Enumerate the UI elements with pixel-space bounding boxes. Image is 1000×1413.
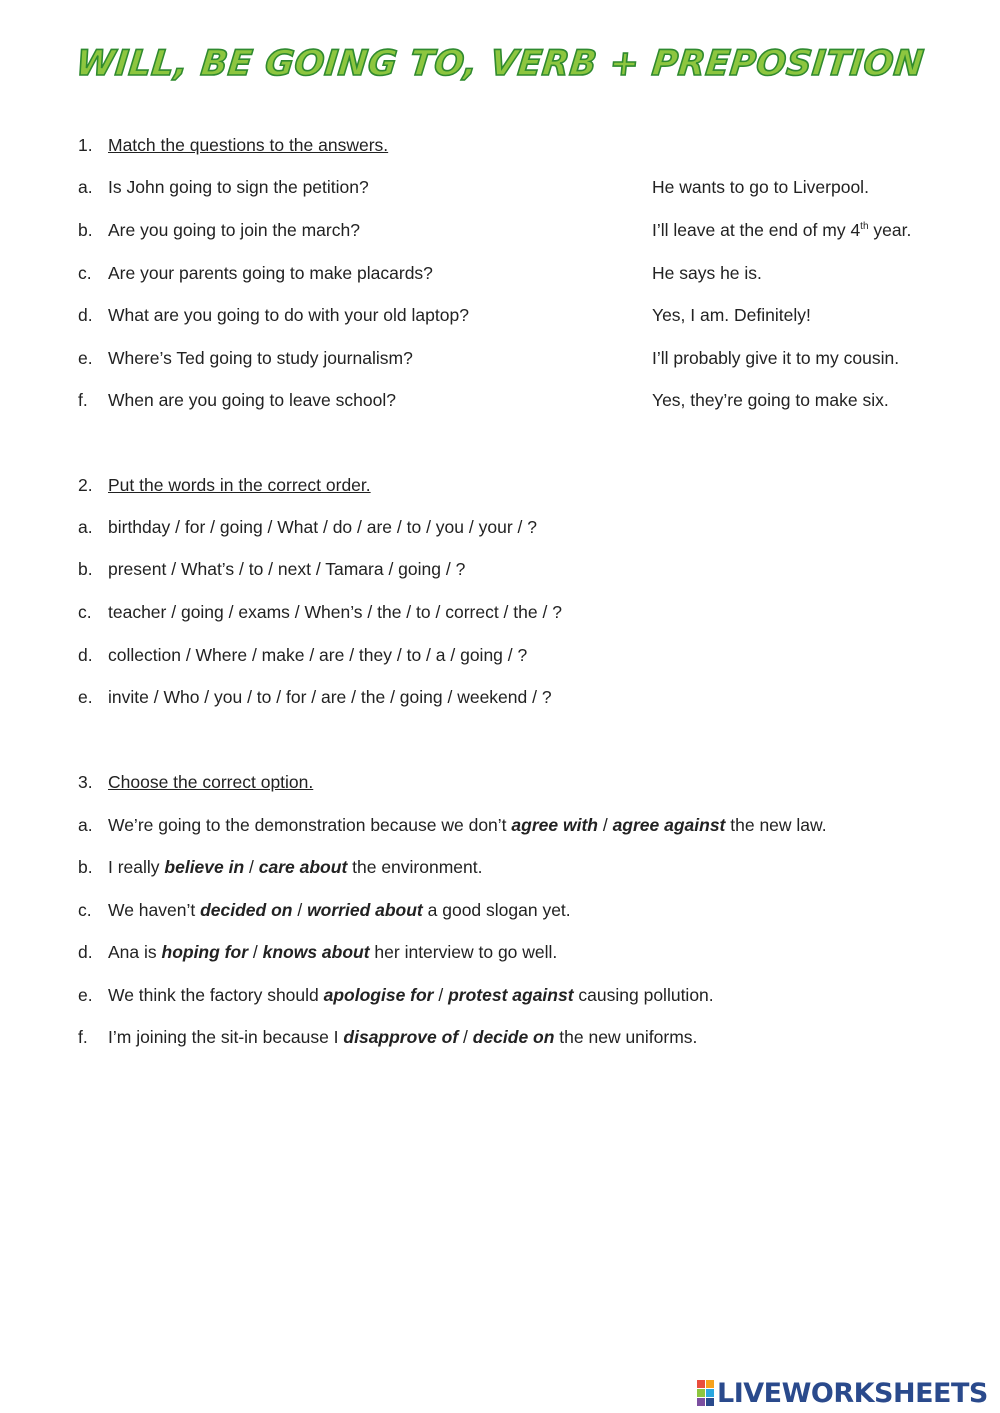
section-number: 2. [78, 475, 93, 495]
section-instruction: Match the questions to the answers. [108, 135, 389, 155]
scrambled-words: teacher / going / exams / When’s / the / to / correct / the / ? [108, 602, 562, 622]
answer-text[interactable]: Yes, they’re going to make six. [652, 390, 889, 410]
question-text: What are you going to do with your old laptop? [108, 305, 469, 325]
logo-square [697, 1398, 705, 1406]
option-2[interactable]: knows about [262, 942, 370, 962]
option-sentence [108, 899, 571, 921]
answer-text[interactable]: Yes, I am. Definitely! [652, 305, 811, 325]
option-1[interactable]: believe in [164, 857, 245, 877]
option-sentence [108, 941, 557, 963]
option-1[interactable]: hoping for [161, 942, 249, 962]
option-2[interactable]: decide on [472, 1027, 555, 1047]
logo-square [697, 1389, 705, 1397]
logo-square [706, 1398, 714, 1406]
answer-text[interactable]: He wants to go to Liverpool. [652, 177, 869, 197]
sentence-start: Ana is [108, 942, 162, 962]
logo-square [706, 1389, 714, 1397]
sentence-end: the environment. [347, 857, 483, 877]
option-sentence [108, 856, 482, 878]
item-letter: e. [78, 687, 93, 707]
option-1[interactable]: apologise for [323, 985, 434, 1005]
sentence-end: a good slogan yet. [422, 900, 571, 920]
item-letter: d. [78, 645, 93, 665]
option-separator: / [597, 815, 613, 835]
option-2[interactable]: worried about [307, 900, 423, 920]
item-letter: f. [78, 1027, 88, 1047]
item-letter: e. [78, 348, 93, 368]
question-text: When are you going to leave school? [108, 390, 396, 410]
option-sentence [108, 1026, 697, 1048]
option-separator: / [292, 900, 308, 920]
item-letter: a. [78, 815, 93, 835]
answer-text[interactable]: I’ll probably give it to my cousin. [652, 348, 900, 368]
scrambled-words: present / What’s / to / next / Tamara / going / ? [108, 559, 466, 579]
item-letter: b. [78, 559, 93, 579]
answer-text-part: I’ll leave at the end of my 4 [652, 220, 861, 240]
sentence-start: I’m joining the sit-in because I [108, 1027, 344, 1047]
option-separator: / [433, 985, 449, 1005]
answer-text[interactable] [652, 219, 911, 241]
question-text: Is John going to sign the petition? [108, 177, 369, 197]
sentence-end: causing pollution. [573, 985, 714, 1005]
item-letter: b. [78, 220, 93, 240]
sentence-start: We haven’t [108, 900, 201, 920]
section-number: 1. [78, 135, 93, 155]
option-1[interactable]: agree with [511, 815, 598, 835]
ordinal-suffix: th [860, 221, 869, 233]
option-2[interactable]: protest against [448, 985, 574, 1005]
option-separator: / [458, 1027, 473, 1047]
option-2[interactable]: care about [258, 857, 348, 877]
sentence-end: the new uniforms. [554, 1027, 698, 1047]
question-text: Are your parents going to make placards? [108, 263, 433, 283]
section-number: 3. [78, 772, 93, 792]
option-1[interactable]: disapprove of [343, 1027, 459, 1047]
option-2[interactable]: agree against [612, 815, 726, 835]
sentence-end: the new law. [725, 815, 827, 835]
item-letter: e. [78, 985, 93, 1005]
sentence-start: We’re going to the demonstration because we don’t [108, 815, 512, 835]
logo-mark-icon [697, 1380, 714, 1406]
worksheet-title: WILL, BE GOING TO, VERB + PREPOSITION [74, 44, 926, 84]
scrambled-words: collection / Where / make / are / they / to / a / going / ? [108, 645, 528, 665]
option-separator: / [248, 942, 263, 962]
item-letter: a. [78, 517, 93, 537]
option-separator: / [244, 857, 259, 877]
question-text: Are you going to join the march? [108, 220, 360, 240]
option-sentence [108, 814, 827, 836]
option-sentence [108, 984, 714, 1006]
liveworksheets-logo [697, 1377, 988, 1409]
section-instruction: Put the words in the correct order. [108, 475, 371, 495]
sentence-start: I really [108, 857, 165, 877]
answer-text[interactable]: He says he is. [652, 263, 762, 283]
item-letter: d. [78, 942, 93, 962]
logo-square [697, 1380, 705, 1388]
logo-text: LIVEWORKSHEETS [717, 1377, 988, 1409]
item-letter: f. [78, 390, 88, 410]
option-1[interactable]: decided on [200, 900, 293, 920]
section-instruction: Choose the correct option. [108, 772, 314, 792]
scrambled-words: birthday / for / going / What / do / are / to / you / your / ? [108, 517, 537, 537]
item-letter: b. [78, 857, 93, 877]
item-letter: c. [78, 602, 92, 622]
item-letter: c. [78, 900, 92, 920]
scrambled-words: invite / Who / you / to / for / are / the / going / weekend / ? [108, 687, 552, 707]
item-letter: c. [78, 263, 92, 283]
sentence-end: her interview to go well. [369, 942, 558, 962]
question-text: Where’s Ted going to study journalism? [108, 348, 413, 368]
item-letter: d. [78, 305, 93, 325]
sentence-start: We think the factory should [108, 985, 324, 1005]
answer-text-part: year. [868, 220, 912, 240]
item-letter: a. [78, 177, 93, 197]
logo-square [706, 1380, 714, 1388]
